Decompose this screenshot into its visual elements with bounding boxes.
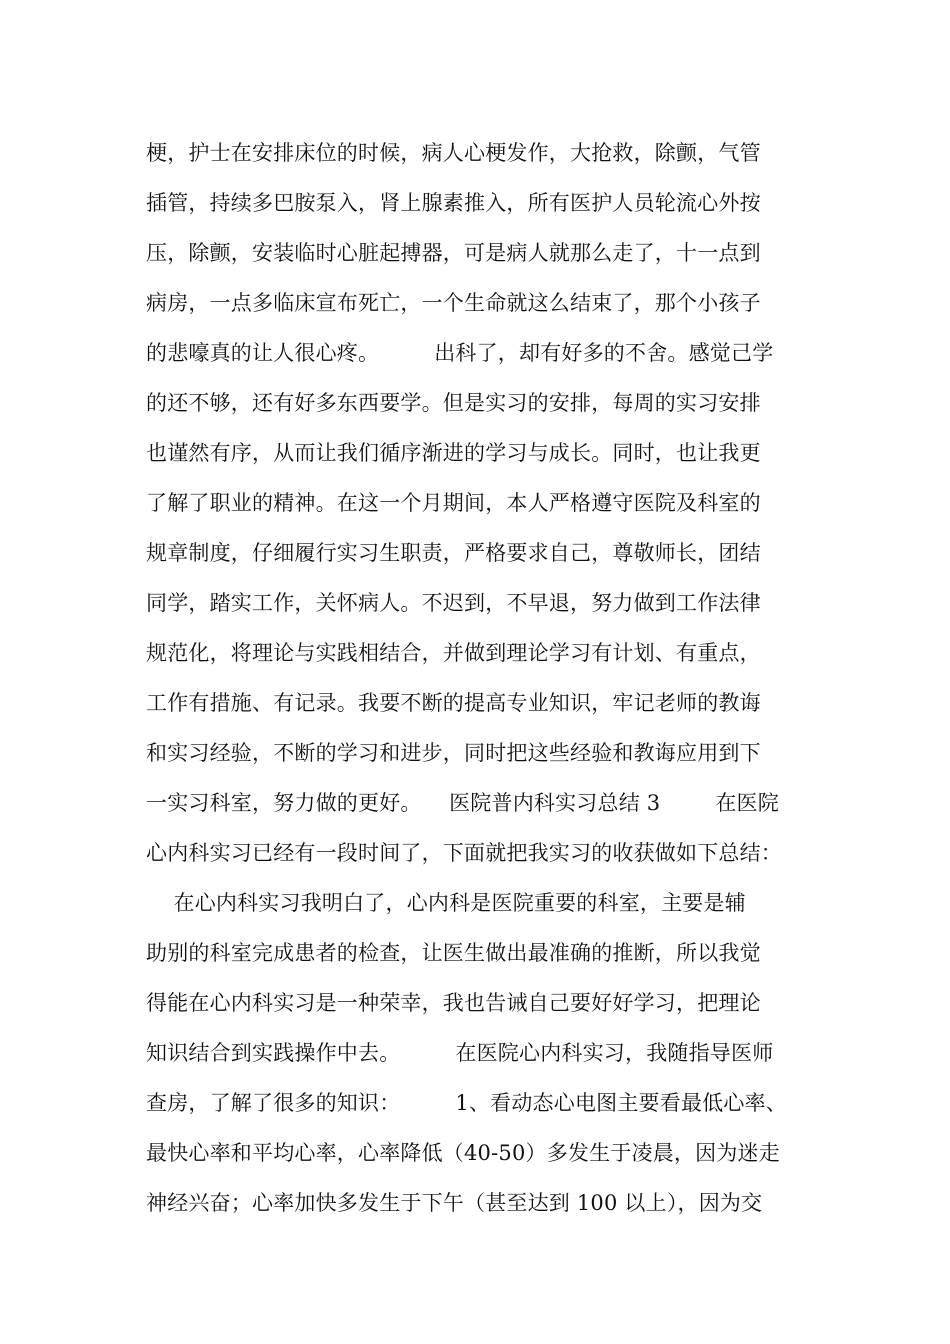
text-line: 工作有措施、有记录。我要不断的提高专业知识，牢记老师的教诲: [146, 691, 761, 715]
text-line: 助别的科室完成患者的检查，让医生做出最准确的推断，所以我觉: [146, 941, 761, 965]
text-line: 神经兴奋；心率加快多发生于下午（甚至达到 100 以上），因为交: [146, 1191, 763, 1215]
text-line: 也谨然有序，从而让我们循序渐进的学习与成长。同时，也让我更: [146, 441, 761, 465]
text-line: 和实习经验，不断的学习和进步，同时把这些经验和教诲应用到下: [146, 741, 761, 765]
text-line: 插管，持续多巴胺泵入，肾上腺素推入，所有医护人员轮流心外按: [146, 191, 761, 215]
text-line: 梗，护士在安排床位的时候，病人心梗发作，大抢救，除颤，气管: [146, 141, 761, 165]
text-line: 知识结合到实践操作中去。 在医院心内科实习，我随指导医师: [146, 1041, 774, 1065]
text-line: 得能在心内科实习是一种荣幸，我也告诫自己要好好学习，把理论: [146, 991, 761, 1015]
text-line: 心内科实习已经有一段时间了，下面就把我实习的收获做如下总结：: [146, 841, 782, 865]
text-line: 的还不够，还有好多东西要学。但是实习的安排，每周的实习安排: [146, 391, 761, 415]
text-line: 查房，了解了很多的知识： 1、看动态心电图主要看最低心率、: [146, 1091, 787, 1115]
text-line: 规章制度，仔细履行实习生职责，严格要求自己，尊敬师长，团结: [146, 541, 761, 565]
body-text: [146, 128, 836, 1228]
text-line: 压，除颤，安装临时心脏起搏器，可是病人就那么走了，十一点到: [146, 241, 761, 265]
text-line: 在心内科实习我明白了，心内科是医院重要的科室，主要是辅: [146, 891, 746, 915]
text-line: 的悲嚎真的让人很心疼。 出科了，却有好多的不舍。感觉己学: [146, 341, 774, 365]
text-line: 同学，踏实工作，关怀病人。不迟到，不早退，努力做到工作法律: [146, 591, 761, 615]
text-line: 了解了职业的精神。在这一个月期间，本人严格遵守医院及科室的: [146, 491, 761, 515]
text-line: 一实习科室，努力做的更好。 医院普内科实习总结 3 在医院: [146, 791, 779, 815]
text-line: 最快心率和平均心率，心率降低（40-50）多发生于凌晨，因为迷走: [146, 1141, 780, 1165]
text-line: 规范化，将理论与实践相结合，并做到理论学习有计划、有重点，: [146, 641, 761, 665]
text-line: 病房，一点多临床宣布死亡，一个生命就这么结束了，那个小孩子: [146, 291, 761, 315]
